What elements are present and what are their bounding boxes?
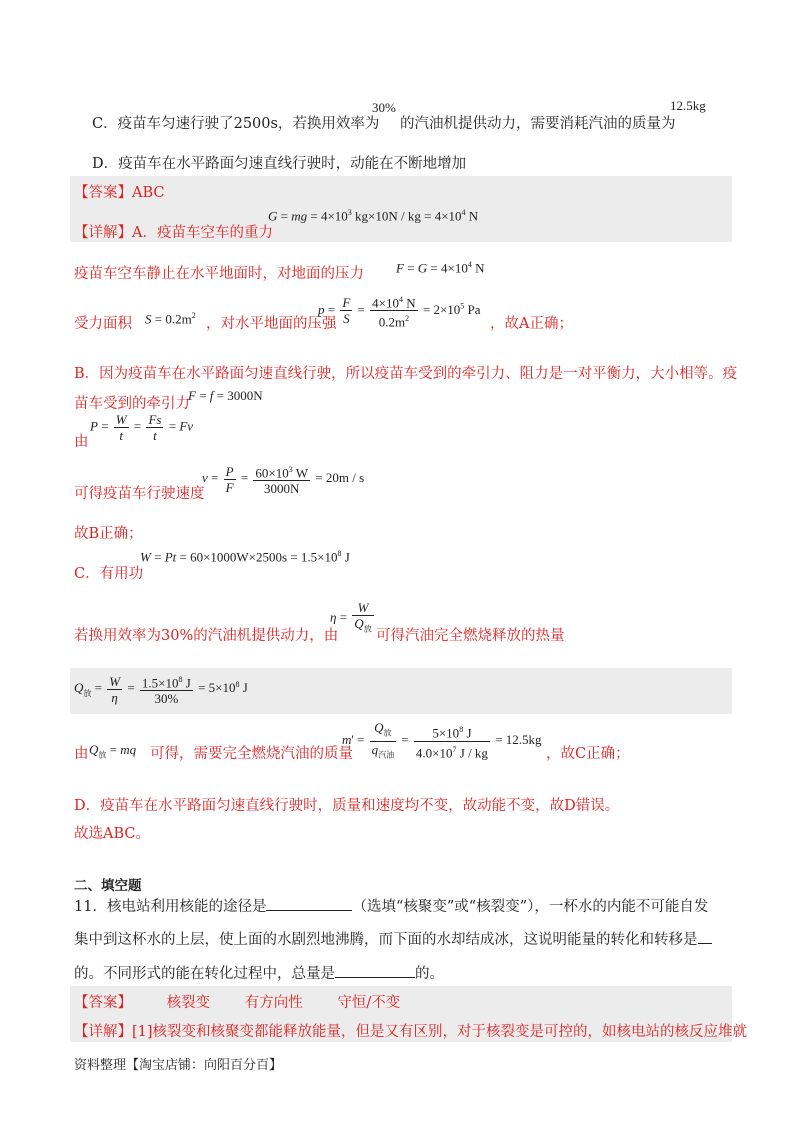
formula-efficiency: η = $\frac{W}{Q_放}$ [330, 600, 372, 634]
option-c-text2: 的汽油机提供动力，需要消耗汽油的质量为 [400, 116, 676, 132]
formula-speed: v = $\frac{P}{F}$ = $\frac{60\times 10^3 W}{3000N}$ = 20m / s [202, 463, 365, 497]
detail-area-text: 受力面积 [74, 316, 132, 332]
formula-area: $S = 0.2m^2$ [145, 311, 196, 327]
formula-qmq: $Q_放$ = mq [89, 742, 137, 760]
detail-a-conclude: ，故A正确； [490, 316, 573, 332]
detail-a-pressure-text: 疫苗车空车静止在水平地面时，对地面的压力 [74, 266, 364, 282]
formula-traction: F = f = 3000N [188, 388, 263, 403]
q11-line1b: （选填“核聚变”或“核裂变”），一杯水的内能不可能自发 [352, 899, 709, 915]
option-c-text1: C．疫苗车匀速行驶了2500s，若换用效率为 [92, 116, 380, 132]
answer2-label: 【答案】 [74, 995, 132, 1011]
q11-blank-3[interactable] [335, 963, 415, 978]
detail-c-eff-text2: 可得汽油完全燃烧释放的热量 [376, 628, 565, 644]
formula-work: $W = Pt = 60\times 1000W\times 2500s = 1.5\times 10^8$ J [140, 549, 350, 565]
detail-d-text: D．疫苗车在水平路面匀速直线行驶时，质量和速度均不变，故动能不变，故D错误。 [74, 798, 620, 814]
option-c-efficiency: 30% [372, 100, 396, 115]
answer2-v2: 有方向性 [244, 995, 303, 1011]
q11-line2-text: 集中到这杯水的上层，使上面的水剧烈地沸腾，而下面的水却结成冰，这说明能量的转化和转移是 [74, 932, 698, 948]
section-title: 二、填空题 [74, 878, 142, 894]
detail-b-from: 由 [74, 434, 89, 450]
detail-c-mass-text: 可得，需要完全燃烧汽油的质量 [150, 746, 353, 762]
answer2-v1: 核裂变 [166, 995, 211, 1011]
answer-1 [74, 181, 165, 202]
detail-c-conclude: ，故C正确； [546, 746, 630, 762]
formula-power: P = $\frac{W}{t}$ = $\frac{Fs}{t}$ = Fv [90, 412, 194, 443]
detail-pressure-text: ，对水平地面的压强 [206, 316, 337, 332]
detail2-text: [1]核裂变和核聚变都能释放能量，但是又有区别，对于核裂变是可控的，如核电站的核反应堆就 [132, 1024, 748, 1040]
detail-2 [74, 1020, 747, 1041]
detail-label-a [74, 221, 273, 242]
option-c-mass: 12.5kg [670, 98, 706, 113]
answer-label: 【答案】 [74, 185, 132, 201]
detail-c-from: 由 [74, 746, 89, 762]
q11-line3a: 的。不同形式的能在转化过程中，总量是 [74, 966, 335, 982]
answer-2 [74, 991, 400, 1012]
q11-blank-1[interactable] [266, 896, 352, 911]
q11-line1a: 11．核电站利用核能的途径是 [74, 899, 267, 915]
footer-text: 资料整理【淘宝店铺：向阳百分百】 [74, 1058, 283, 1073]
answer2-v3: 守恒/不变 [337, 995, 401, 1011]
q11-line1 [74, 895, 708, 916]
detail-b-text2: 苗车受到的牵引力 [74, 396, 190, 412]
detail-label: 【详解】 [74, 225, 132, 241]
option-c [92, 112, 379, 133]
detail2-label: 【详解】 [74, 1024, 132, 1040]
detail-final: 故选ABC。 [74, 826, 150, 842]
detail-b-speed: 可得疫苗车行驶速度 [74, 486, 205, 502]
q11-line3 [74, 962, 444, 983]
detail-a-text: A．疫苗车空车的重力 [132, 225, 273, 241]
q11-line2 [74, 928, 712, 949]
q11-line3b: 的。 [415, 966, 444, 982]
detail-b-conclude: 故B正确； [74, 526, 143, 542]
option-d: D．疫苗车在水平路面匀速直线行驶时，动能在不断地增加 [92, 156, 467, 172]
detail-c-text: C．有用功 [74, 566, 144, 582]
formula-heat: $Q_放$ = $\frac{W}{\eta}$ = $\frac{1.5\times 10^8 J}{30\%}$ = $5\times 10^8$ J [74, 673, 248, 707]
detail-c-eff-text: 若换用效率为30%的汽油机提供动力，由 [74, 628, 339, 644]
formula-mass: m' = $\frac{Q_放}{q_{汽油}}$ = $\frac{5\times 10^8 J}{4.0\times 10^7 J / kg}$ = 12.5kg [342, 720, 542, 760]
formula-gravity: G = mg = $4\times 10^3$ kg×10N / kg = $4\times 10^4$ N [268, 208, 479, 224]
formula-force: $F = G = 4\times 10^4$ N [396, 260, 485, 276]
answer-value: ABC [132, 185, 165, 201]
detail-b-text: B．因为疫苗车在水平路面匀速直线行驶，所以疫苗车受到的牵引力、阻力是一对平衡力，大小相等。疫 [74, 366, 738, 382]
q11-blank-2[interactable] [698, 929, 712, 944]
formula-pressure: p = $\frac{F}{S}$ = $\frac{4\times 10^4 N}{0.2m^2}$ = $2\times 10^5$ Pa [318, 292, 481, 330]
